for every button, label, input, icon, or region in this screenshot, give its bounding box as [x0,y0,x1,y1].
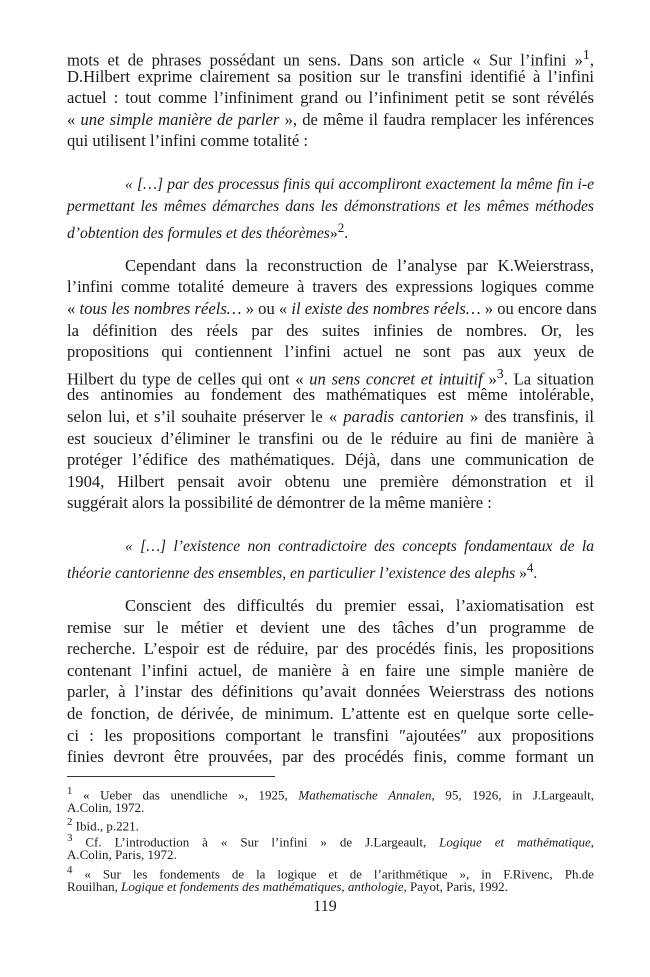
text-run: » [515,565,527,583]
text-line [67,703,594,725]
footnote-ref: 2 [67,816,73,829]
text-run: qui utilisent l’infini comme totalité : [67,131,309,151]
paragraph [67,255,597,514]
italic-text: Logique et mathématique, [439,834,594,850]
italic-text: « […] par des processus finis qui accompliront exactement la même fin i-e [125,175,594,193]
footnote [67,831,594,863]
text-run: « [67,109,81,129]
text-run: mots et de phrases possédant un sens. Dans son article « Sur l’infini » [67,50,583,70]
text-run: est soucieux d’éliminer le transfini ou de le réduire au fini de manière à [67,428,594,448]
footnote-ref: 4 [526,560,534,576]
text-line [67,66,594,88]
text-run: Rouilhan, [67,878,122,894]
text-line [67,298,597,320]
text-run: de fonction, de dérivée, de minimum. L’attente est en quelque sorte celle- [67,704,594,724]
footnote-ref: 1 [582,47,590,62]
text-line [67,557,594,583]
text-run: 1904, Hilbert pensait avoir obtenu une première démonstration et il [67,471,594,491]
paragraph-gap [67,152,594,174]
text-line [67,815,594,834]
text-line [67,492,594,514]
text-line [67,174,594,196]
text-run: D.Hilbert exprime clairement sa position sur le transfini identifié à l’infini [67,66,594,86]
text-run: A.Colin, Paris, 1972. [67,847,177,862]
text-line [67,406,594,428]
footnote-ref: 2 [337,220,345,236]
text-run: remise sur le métier et devient une des tâches d’un programme de [67,617,594,637]
text-line [67,681,594,703]
text-line [67,428,594,450]
text-run: » ou encore dans [480,298,597,318]
text-line [67,617,594,639]
text-run: » ou « [241,298,292,318]
italic-text: il existe des nombres réels… [291,298,481,318]
text-line [67,536,594,558]
footnote [67,863,594,895]
text-line [67,471,594,493]
text-line [67,130,594,152]
text-line [67,109,594,131]
text-run: Conscient des difficultés du premier essai, l’axiomatisation est [125,596,594,616]
text-run: Hilbert du type de celles qui ont « [67,369,310,389]
text-line [67,217,594,243]
text-run: » [482,369,497,389]
text-run: « Ueber das unendliche », 1925, [72,787,299,803]
text-run: propositions qui contiennent l’infini actuel ne sont pas aux yeux de [67,342,594,362]
text-line [67,320,594,342]
text-line [67,449,594,471]
footnotes [67,784,594,895]
text-line [67,863,594,882]
italic-text: théorie cantorienne des ensembles, en particulier l’existence des alephs [67,565,516,583]
text-run: . La situation [503,369,595,389]
block-quote [67,536,594,583]
text-line [67,784,595,803]
text-line [67,725,594,747]
text-line [67,746,594,768]
text-line [67,44,594,70]
italic-text: d’obtention des formules et des théorèmes [67,225,330,243]
text-run: selon lui, et s’il souhaite préserver le « [67,406,344,426]
text-run: . [344,225,349,243]
text-line [67,255,594,277]
footnote-ref: 4 [67,863,73,876]
text-run: A.Colin, 1972. [67,799,145,815]
text-line [67,196,594,218]
text-run: finies devront être prouvées, par des procédés finis, comme formant un [67,747,594,767]
italic-text: une simple manière de parler [80,109,280,129]
text-run: parler, à l’instar des définitions qu’avait données Weierstrass des notions [67,682,594,702]
footnote [67,784,594,816]
text-line [67,638,594,660]
italic-text: Logique et fondements des mathématiques, anthologie, [121,878,407,894]
text-run: contenant l’infini actuel, de manière à en faire une simple manière de [67,660,594,680]
text-run: des antinomies au fondement des mathématiques est même intolérable, [67,385,594,405]
text-run: Ibid., p.221. [72,818,139,834]
block-quote [67,174,594,243]
footnote-ref: 3 [496,365,504,381]
text-line [67,595,594,617]
text-line [67,87,594,109]
italic-text: « […] l’existence non contradictoire des concepts fondamentaux de la [125,537,594,555]
italic-text: permettant les mêmes démarches dans les démonstrations et les mêmes méthodes [67,197,594,215]
text-run: « [67,298,80,318]
footnote-separator [67,776,275,777]
italic-text: un sens concret et intuitif [309,369,483,389]
text-line [67,660,594,682]
italic-text: tous les nombres réels… [79,298,242,318]
text-line [67,384,594,406]
text-run: Cf. L’introduction à « Sur l’infini » de J.Largeault, [72,834,440,850]
footnote [67,815,594,834]
italic-text: Mathematische Annalen [298,787,432,803]
page-content [67,44,597,894]
text-run: suggérait alors la possibilité de démontrer de la même manière : [67,493,492,513]
text-run: Cependant dans la reconstruction de l’analyse par K.Weierstrass, [125,255,594,275]
text-run: recherche. L’espoir est de réduire, par des procédés finis, les propositions [67,639,594,659]
text-run: , [589,50,594,70]
footnote-ref: 3 [67,832,73,845]
text-run: « Sur les fondements de la logique et de l’arithmétique », in F.Rivenc, Ph.de [72,866,594,882]
text-line [67,363,595,389]
paragraph-gap [67,514,594,536]
footnote-ref: 1 [67,784,73,797]
text-run: », de même il faudra remplacer les inférences [279,109,594,129]
paragraph [67,595,594,768]
text-run: actuel : tout comme l’infiniment grand ou l’infiniment petit se sont révélés [67,88,594,108]
text-run: » [329,225,338,243]
body-text [67,44,597,768]
text-line [67,276,594,298]
page-number: 119 [313,898,337,915]
italic-text: paradis cantorien [343,406,464,426]
text-run: l’infini comme totalité demeure à travers des expressions logiques comme [67,277,594,297]
text-run: . [533,565,538,583]
text-run: protéger l’édifice des mathématiques. Déjà, dans une communication de [67,450,594,470]
text-line [67,341,594,363]
text-line [67,831,594,850]
text-run: » des transfinis, il [463,406,594,426]
text-run: ci : les propositions comportant le transfini ″ajoutées″ aux propositions [67,725,594,745]
text-run: la définition des réels par des suites infinies de nombres. Or, les [67,320,594,340]
text-run: Payot, Paris, 1992. [406,878,508,894]
text-run: , 95, 1926, in J.Largeault, [431,787,595,803]
paragraph [67,44,594,152]
